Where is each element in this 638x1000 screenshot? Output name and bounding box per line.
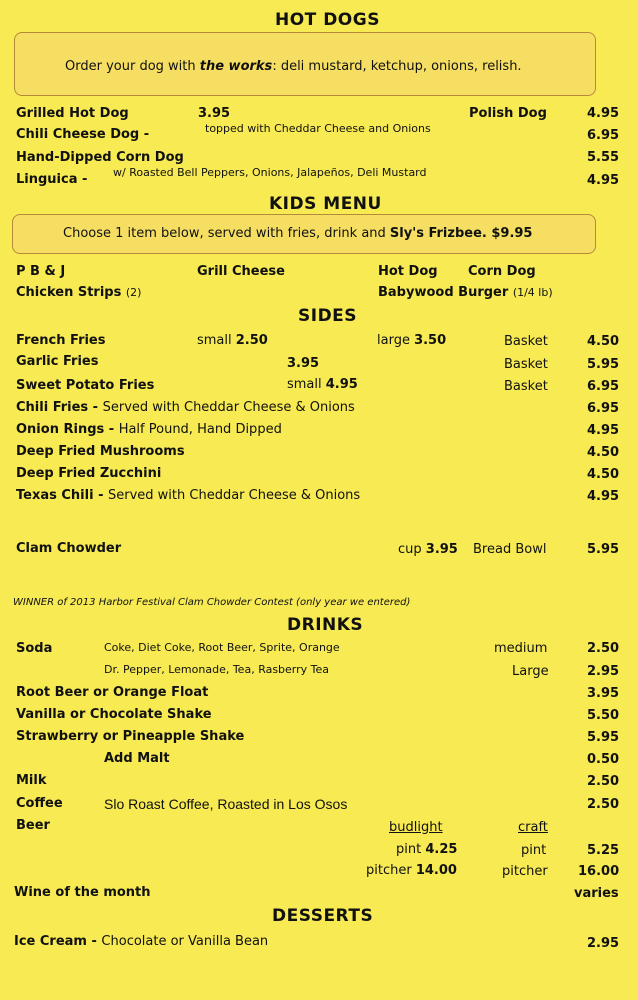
- milk-price: 2.50: [587, 774, 620, 789]
- french-fries-large: large 3.50: [377, 333, 447, 348]
- garlic-fries-name: Garlic Fries: [16, 354, 99, 369]
- soda-name: Soda: [16, 641, 53, 656]
- ice-cream: Ice Cream - Chocolate or Vanilla Bean: [14, 934, 269, 949]
- kids-corn-dog: Corn Dog: [468, 264, 536, 279]
- hot-dogs-heading: HOT DOGS: [275, 10, 380, 30]
- coffee-name: Coffee: [16, 796, 63, 811]
- kids-burger: Babywood Burger (1/4 lb): [378, 285, 553, 300]
- deep-fried-zucchini-name: Deep Fried Zucchini: [16, 466, 162, 481]
- garlic-fries-basket: Basket: [504, 357, 548, 372]
- craft-pint-label: pint: [521, 843, 547, 858]
- kids-hot-dog: Hot Dog: [378, 264, 438, 279]
- works-box: [14, 32, 596, 96]
- craft-pint-price: 5.25: [587, 843, 620, 858]
- french-fries-small: small 2.50: [197, 333, 268, 348]
- soda-options-2: Dr. Pepper, Lemonade, Tea, Rasberry Tea: [104, 663, 330, 676]
- linguica-name: Linguica -: [16, 172, 88, 187]
- sweet-potato-basket: Basket: [504, 379, 548, 394]
- texas-chili: Texas Chili - Served with Cheddar Cheese & Onions: [16, 488, 361, 503]
- works-text: Order your dog with the works: deli mustard, ketchup, onions, relish.: [65, 59, 522, 74]
- corn-dog-name: Hand-Dipped Corn Dog: [16, 150, 184, 165]
- sides-heading: SIDES: [298, 306, 358, 326]
- float-name: Root Beer or Orange Float: [16, 685, 209, 700]
- polish-dog-name: Polish Dog: [469, 106, 547, 121]
- budlight-pint: pint 4.25: [396, 842, 458, 857]
- craft-pitcher-price: 16.00: [578, 864, 620, 879]
- kids-menu-heading: KIDS MENU: [269, 194, 382, 214]
- onion-rings: Onion Rings - Half Pound, Hand Dipped: [16, 422, 282, 437]
- craft-pitcher-label: pitcher: [502, 864, 548, 879]
- french-fries-basket: Basket: [504, 334, 548, 349]
- sweet-potato-basket-price: 6.95: [587, 379, 620, 394]
- coffee-desc: Slo Roast Coffee, Roasted in Los Osos: [104, 796, 348, 812]
- soda-medium-label: medium: [494, 641, 548, 656]
- kids-box-text: Choose 1 item below, served with fries, drink and Sly's Frizbee. $9.95: [63, 226, 533, 241]
- kids-box: [12, 214, 596, 254]
- strawberry-shake-price: 5.95: [587, 730, 620, 745]
- deep-fried-mushrooms-name: Deep Fried Mushrooms: [16, 444, 185, 459]
- deep-fried-zucchini-price: 4.50: [587, 467, 620, 482]
- soda-large-label: Large: [512, 664, 549, 679]
- chili-cheese-dog-name: Chili Cheese Dog -: [16, 127, 150, 142]
- kids-chicken-strips: Chicken Strips (2): [16, 285, 142, 300]
- french-fries-basket-price: 4.50: [587, 334, 620, 349]
- budlight-pitcher: pitcher 14.00: [366, 863, 457, 878]
- grilled-hot-dog-price: 3.95: [198, 106, 231, 121]
- polish-dog-price: 4.95: [587, 106, 620, 121]
- onion-rings-price: 4.95: [587, 423, 620, 438]
- drinks-heading: DRINKS: [287, 615, 364, 635]
- add-malt-name: Add Malt: [104, 751, 170, 766]
- clam-chowder-bowl-price: 5.95: [587, 542, 620, 557]
- winner-note: WINNER of 2013 Harbor Festival Clam Chowder Contest (only year we entered): [13, 597, 411, 608]
- ice-cream-price: 2.95: [587, 936, 620, 951]
- sweet-potato-fries-name: Sweet Potato Fries: [16, 378, 155, 393]
- budlight-header: budlight: [389, 820, 443, 835]
- kids-grill-cheese: Grill Cheese: [197, 264, 285, 279]
- add-malt-price: 0.50: [587, 752, 620, 767]
- chili-fries-price: 6.95: [587, 401, 620, 416]
- soda-medium-price: 2.50: [587, 641, 620, 656]
- corn-dog-price: 5.55: [587, 150, 620, 165]
- linguica-price: 4.95: [587, 173, 620, 188]
- wine-price: varies: [574, 886, 619, 901]
- french-fries-name: French Fries: [16, 333, 106, 348]
- clam-chowder-name: Clam Chowder: [16, 541, 122, 556]
- kids-pbj: P B & J: [16, 264, 66, 279]
- linguica-desc: w/ Roasted Bell Peppers, Onions, Jalapeños, Deli Mustard: [113, 166, 427, 179]
- strawberry-shake-name: Strawberry or Pineapple Shake: [16, 729, 245, 744]
- chili-fries: Chili Fries - Served with Cheddar Cheese & Onions: [16, 400, 355, 415]
- soda-options-1: Coke, Diet Coke, Root Beer, Sprite, Orange: [104, 641, 340, 654]
- float-price: 3.95: [587, 686, 620, 701]
- vanilla-shake-price: 5.50: [587, 708, 620, 723]
- deep-fried-mushrooms-price: 4.50: [587, 445, 620, 460]
- sweet-potato-small: small 4.95: [287, 377, 358, 392]
- desserts-heading: DESSERTS: [272, 906, 374, 926]
- coffee-price: 2.50: [587, 797, 620, 812]
- vanilla-shake-name: Vanilla or Chocolate Shake: [16, 707, 212, 722]
- garlic-fries-basket-price: 5.95: [587, 357, 620, 372]
- clam-chowder-cup: cup 3.95: [398, 542, 458, 557]
- wine-name: Wine of the month: [14, 885, 151, 900]
- soda-large-price: 2.95: [587, 664, 620, 679]
- chili-cheese-dog-price: 6.95: [587, 128, 620, 143]
- milk-name: Milk: [16, 773, 47, 788]
- chili-cheese-dog-desc: topped with Cheddar Cheese and Onions: [205, 122, 431, 135]
- garlic-fries-price: 3.95: [287, 356, 320, 371]
- clam-chowder-bowl: Bread Bowl: [473, 542, 547, 557]
- beer-name: Beer: [16, 818, 50, 833]
- texas-chili-price: 4.95: [587, 489, 620, 504]
- grilled-hot-dog-name: Grilled Hot Dog: [16, 106, 129, 121]
- craft-header: craft: [518, 820, 548, 835]
